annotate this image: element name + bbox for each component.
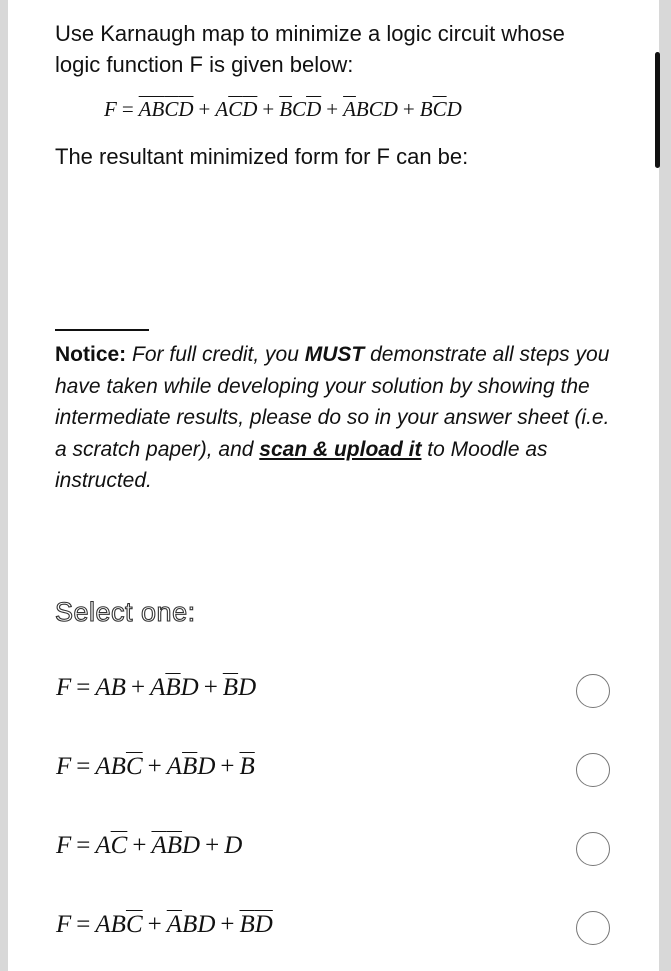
complemented-variable: $\overline{A}$	[151, 832, 167, 859]
variable: B	[419, 97, 433, 121]
complemented-variable: $\overline{A}$	[343, 97, 356, 121]
complemented-variable: $\overline{C}$	[110, 832, 128, 859]
complemented-variable: $\overline{B}$	[239, 911, 255, 938]
variable: B	[110, 911, 126, 938]
notice-label: Notice:	[55, 343, 127, 366]
variable: D	[238, 674, 257, 701]
plus-operator: +	[205, 832, 220, 859]
complemented-variable: $\overline{C}$	[125, 753, 143, 780]
option-lhs: F	[56, 832, 72, 859]
logic-function-formula	[104, 97, 462, 122]
variable: B	[110, 674, 126, 701]
answer-option-1[interactable]	[56, 670, 616, 714]
option-4-equation: $F = AB\overline{C} + \overline{A}BD + \overline{B}\overline{D}$	[56, 911, 273, 938]
complemented-variable: $\overline{C}$	[228, 97, 243, 121]
option-lhs: F	[56, 753, 72, 780]
complemented-variable: $\overline{A}$	[166, 911, 183, 938]
plus-operator: +	[132, 832, 147, 859]
variable: B	[355, 97, 369, 121]
variable: A	[95, 674, 111, 701]
formula-terms	[139, 97, 462, 121]
notice-text-3: to Moodle as instructed.	[55, 437, 548, 492]
notice-text-1: For full credit, you	[126, 343, 305, 366]
complemented-variable: $\overline{B}$	[166, 832, 183, 859]
option-3-radio[interactable]	[576, 832, 610, 866]
option-terms	[95, 674, 256, 701]
plus-operator: +	[198, 97, 211, 121]
scrollbar-thumb[interactable]	[655, 52, 660, 168]
option-terms	[95, 753, 254, 780]
select-one-label: Select one:	[55, 597, 196, 627]
notice-paragraph	[55, 339, 625, 497]
variable: D	[182, 832, 201, 859]
variable: D	[180, 674, 199, 701]
plus-operator: +	[262, 97, 275, 121]
answer-option-4[interactable]	[56, 907, 616, 951]
option-lhs: F	[56, 674, 72, 701]
complemented-variable: $\overline{B}$	[239, 753, 255, 780]
result-prompt: The resultant minimized form for F can be:	[55, 144, 469, 169]
formula-equals: =	[121, 97, 134, 121]
plus-operator: +	[147, 911, 162, 938]
scan-upload-link: scan & upload it	[259, 437, 422, 461]
question-intro: Use Karnaugh map to minimize a logic circuit whose logic function F is given below:	[55, 21, 565, 77]
answer-option-3[interactable]	[56, 828, 616, 872]
variable: A	[95, 911, 111, 938]
complemented-variable: $\overline{C}$	[164, 97, 179, 121]
option-1-radio[interactable]	[576, 674, 610, 708]
divider	[55, 329, 149, 331]
variable: A	[166, 753, 183, 780]
plus-operator: +	[220, 911, 235, 938]
variable: A	[150, 674, 166, 701]
answer-option-2[interactable]	[56, 749, 616, 793]
complemented-variable: $\overline{C}$	[125, 911, 143, 938]
notice-text-2: demonstrate all steps you have taken while developing your solution by showing the intermediate results, please do so in your answer sheet (i.e. a scratch paper), and	[55, 343, 610, 461]
variable: A	[215, 97, 229, 121]
variable: A	[95, 832, 111, 859]
plus-operator: +	[130, 674, 146, 701]
variable: B	[110, 753, 126, 780]
complemented-variable: $\overline{D}$	[254, 911, 273, 938]
plus-operator: +	[220, 753, 235, 780]
complemented-variable: $\overline{D}$	[242, 97, 258, 121]
variable: C	[368, 97, 383, 121]
complemented-variable: $\overline{B}$	[222, 674, 239, 701]
variable: C	[292, 97, 307, 121]
notice-must: MUST	[304, 343, 365, 366]
variable: A	[95, 753, 111, 780]
complemented-variable: $\overline{B}$	[151, 97, 165, 121]
variable: D	[197, 911, 216, 938]
complemented-variable: $\overline{B}$	[279, 97, 293, 121]
option-lhs: F	[56, 911, 72, 938]
complemented-variable: $\overline{C}$	[432, 97, 447, 121]
plus-operator: +	[147, 753, 162, 780]
option-2-equation: $F = AB\overline{C} + A\overline{B}D + \overline{B}$	[56, 753, 255, 780]
plus-operator: +	[326, 97, 339, 121]
plus-operator: +	[203, 674, 218, 701]
complemented-variable: $\overline{D}$	[306, 97, 322, 121]
variable: D	[382, 97, 398, 121]
option-3-equation: $F = A\overline{C} + \overline{A}\overline{B}D + D$	[56, 832, 243, 859]
plus-operator: +	[402, 97, 415, 121]
option-2-radio[interactable]	[576, 753, 610, 787]
variable: B	[182, 911, 198, 938]
variable: D	[197, 753, 216, 780]
complemented-variable: $\overline{B}$	[182, 753, 198, 780]
complemented-variable: $\overline{A}$	[138, 97, 152, 121]
complemented-variable: $\overline{D}$	[178, 97, 194, 121]
variable: D	[224, 832, 243, 859]
complemented-variable: $\overline{B}$	[165, 674, 181, 701]
option-1-equation: F = AB + $A\overline{B}D + \overline{B}D$	[56, 674, 257, 701]
option-4-radio[interactable]	[576, 911, 610, 945]
option-terms	[95, 832, 242, 859]
formula-lhs: F	[104, 97, 117, 121]
option-terms	[95, 911, 272, 938]
variable: D	[446, 97, 462, 121]
